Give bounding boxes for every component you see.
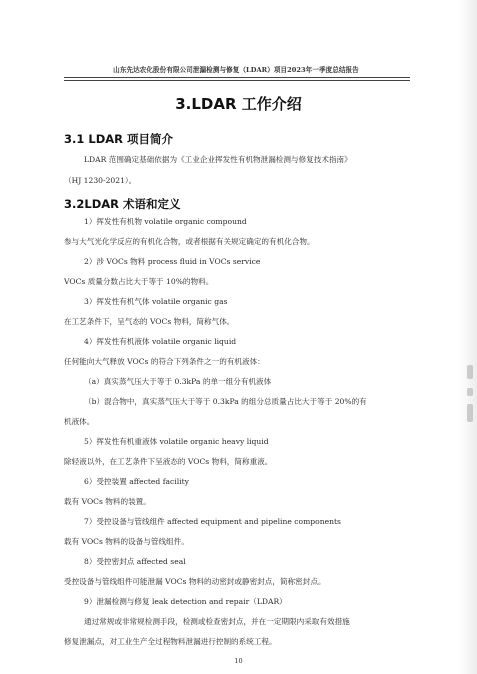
- scan-smudge: [467, 388, 473, 396]
- running-header: 山东先达农化股份有限公司泄漏检测与修复（LDAR）项目2023年一季度总结报告: [113, 66, 359, 74]
- section-1-body-line: （HJ 1230-2021）。: [64, 176, 137, 185]
- term-line: 9）泄漏检测与修复 leak detection and repair（LDAR）: [84, 597, 287, 606]
- definition-line: 通过常规或非常规检测手段，检测或检查密封点，并在一定期限内采取有效措施: [84, 617, 350, 626]
- section-1-body-line: LDAR 范围确定基础依据为《工业企业挥发性有机物泄漏检测与修复技术指南》: [84, 155, 352, 164]
- definition-line: （b）混合物中，真实蒸气压大于等于 0.3kPa 的组分总质量占比大于等于 20%的有: [84, 397, 367, 406]
- definition-line: 受控设备与管线组件可能泄漏 VOCs 物料的动密封或静密封点，简称密封点。: [64, 577, 326, 586]
- definition-line: 参与大气光化学反应的有机化合物，或者根据有关规定确定的有机化合物。: [64, 237, 315, 246]
- definition-line: 在工艺条件下，呈气态的 VOCs 物料，简称气体。: [64, 317, 235, 326]
- term-line: 7）受控设备与管线组件 affected equipment and pipeline components: [84, 517, 341, 526]
- term-line: 4）挥发性有机液体 volatile organic liquid: [84, 337, 237, 346]
- term-line: 1）挥发性有机物 volatile organic compound: [84, 217, 247, 226]
- term-line: 2）涉 VOCs 物料 process fluid in VOCs service: [84, 257, 261, 266]
- definition-line: VOCs 质量分数占比大于等于 10%的物料。: [64, 277, 214, 286]
- scan-smudge: [467, 404, 473, 422]
- term-line: 5）挥发性有机重液体 volatile organic heavy liquid: [84, 437, 269, 446]
- term-line: 3）挥发性有机气体 volatile organic gas: [84, 297, 228, 306]
- term-line: 6）受控装置 affected facility: [84, 477, 189, 486]
- definition-line: 载有 VOCs 物料的装置。: [64, 497, 151, 506]
- scan-smudge: [467, 365, 473, 379]
- definition-line: 修复泄漏点，对工业生产全过程物料泄漏进行控制的系统工程。: [64, 637, 277, 646]
- term-line: 8）受控密封点 affected seal: [84, 557, 186, 566]
- definition-line: 除轻液以外，在工艺条件下呈液态的 VOCs 物料，简称重液。: [64, 457, 273, 466]
- header-rule: [64, 77, 410, 81]
- definition-line: 机液体。: [64, 417, 95, 426]
- chapter-title: 3.LDAR 工作介绍: [175, 95, 302, 113]
- page-number: 10: [234, 657, 243, 665]
- section-heading-3-1: 3.1 LDAR 项目简介: [64, 132, 174, 146]
- definition-line: 载有 VOCs 物料的设备与管线组件。: [64, 537, 189, 546]
- definition-line: （a）真实蒸气压大于等于 0.3kPa 的单一组分有机液体: [84, 377, 272, 386]
- section-heading-3-2: 3.2LDAR 术语和定义: [64, 197, 181, 211]
- definition-line: 任何能向大气释放 VOCs 的符合下列条件之一的有机液体：: [64, 357, 265, 366]
